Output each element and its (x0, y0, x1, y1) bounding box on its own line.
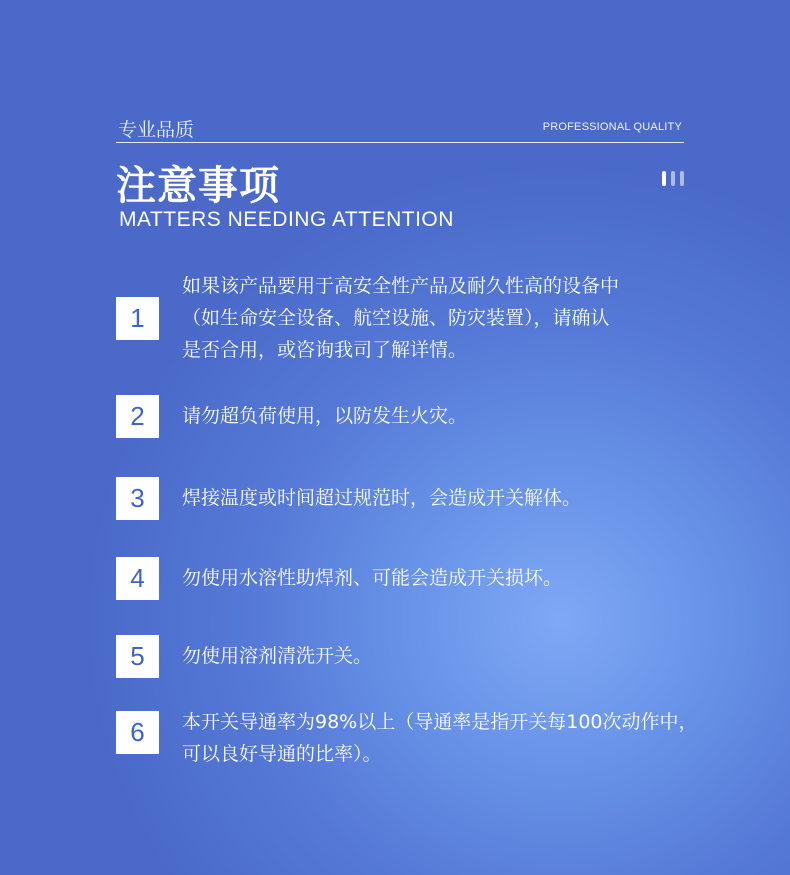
page-title: 注意事项 (116, 163, 280, 209)
item-number-badge: 2 (116, 395, 159, 438)
item-text-line: 本开关导通率为98%以上（导通率是指开关每100次动作中， (182, 711, 698, 733)
item-text (182, 270, 619, 366)
decorative-bars-icon (657, 171, 684, 190)
section-label-cn: 专业品质 (118, 119, 195, 141)
item-text (182, 640, 372, 672)
section-header (116, 114, 684, 231)
item-number-badge: 4 (116, 557, 159, 600)
item-number-badge: 1 (116, 297, 159, 340)
item-text-line: 焊接温度或时间超过规范时，会造成开关解体。 (182, 487, 582, 509)
header-top-row (116, 114, 684, 143)
page-subtitle: MATTERS NEEDING ATTENTION (119, 208, 454, 231)
section-label-en: PROFESSIONAL QUALITY (542, 121, 682, 133)
item-text-line: 勿使用水溶性助焊剂、可能会造成开关损坏。 (182, 567, 563, 589)
item-text-line: 勿使用溶剂清洗开关。 (182, 645, 373, 667)
item-number-badge: 6 (116, 711, 159, 754)
item-text (182, 400, 467, 432)
item-text (182, 562, 562, 594)
item-text (182, 482, 581, 514)
item-text-line: （如生命安全设备、航空设施、防灾装置），请确认 (182, 307, 610, 329)
item-number-badge: 3 (116, 477, 159, 520)
item-text-line: 请勿超负荷使用，以防发生火灾。 (182, 405, 468, 427)
item-number-badge: 5 (116, 635, 159, 678)
item-text (182, 706, 698, 770)
item-text-line: 如果该产品要用于高安全性产品及耐久性高的设备中 (182, 275, 620, 297)
item-text-line: 可以良好导通的比率）。 (182, 743, 382, 765)
item-text-line: 是否合用，或咨询我司了解详情。 (182, 339, 468, 361)
